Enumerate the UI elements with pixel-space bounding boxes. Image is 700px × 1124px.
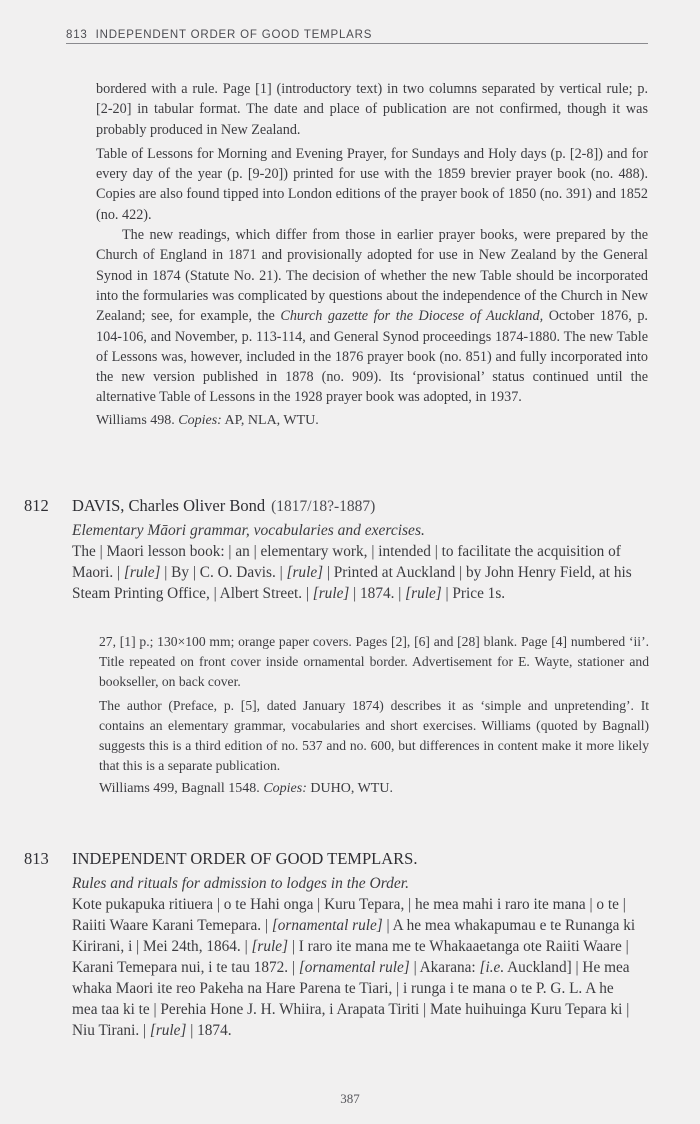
editorial-note: [i.e. <box>479 959 505 976</box>
text-run: | Price 1s. <box>441 585 506 602</box>
entry-transcription <box>72 541 632 604</box>
rule-marker: [rule] <box>251 938 289 955</box>
copies-list: AP, NLA, WTU. <box>221 412 319 428</box>
copies-label: Copies: <box>178 412 222 428</box>
reference: Williams 498. <box>96 412 175 428</box>
entry-heading-813 <box>24 849 417 869</box>
text-run: | I raro ite mana me te Whakaaetanga ote Raiiti Waare | Karani Temepara nui, i te tau 1872. | <box>72 938 629 976</box>
note-paragraph: The author (Preface, p. [5], dated January 1874) describes it as ‘simple and unpretending’. It contains an elementary grammar, vocabularies and short exercises. Williams (quoted by Bagnall) suggests this is a third edition of no. 537 and no. 600, but differences in content make it more likely that this is a separate publication. <box>99 698 649 773</box>
entry-title: INDEPENDENT ORDER OF GOOD TEMPLARS. <box>72 849 418 868</box>
copies-list: DUHO, WTU. <box>306 781 393 796</box>
text-run: Auckland] | He mea whaka Maori ite reo Pakeha na Hare Parena te Tiari, | i runga i te mana o te P. G. L. A he mea taa ki te | Perehia Hone J. H. Whiira, i Arapata Tiriti | Mate huihuinga Kuru Tepara ki | Niu Tirani. | <box>72 959 630 1039</box>
entry-813 <box>72 873 638 1041</box>
continued-entry <box>96 79 648 429</box>
text-run: October 1876, p. 104-106, and November, p. 113-114, and General Synod proceedings 1874-1880. The new Table of Lessons was, however, included in the 1876 prayer book (no. 851) and fully incorporated into the new version published in 1878 (no. 909). Its ‘provisional’ status continued until the alternative Table of Lessons in the 1928 prayer book was adopted, in 1937. <box>96 308 648 406</box>
ornamental-rule-marker: [ornamental rule] <box>298 959 410 976</box>
running-head <box>66 29 648 44</box>
entry-transcription <box>72 894 638 1041</box>
text-run: | Akarana: <box>409 959 480 976</box>
entry-author: DAVIS, Charles Oliver Bond <box>72 496 266 515</box>
running-head-number: 813 <box>66 29 88 41</box>
rule-marker: [rule] <box>405 585 442 602</box>
reference-line <box>99 781 649 797</box>
text-run: The | Maori lesson book: | an | elementary work, | intended | to facilitate the acquisition of Maori. | <box>72 543 621 581</box>
rule-marker: [rule] <box>123 564 161 581</box>
entry-number: 812 <box>24 496 49 515</box>
rule-marker: [rule] <box>149 1022 187 1039</box>
text-run: The new readings, which differ from those in earlier prayer books, were prepared by the Church of England in 1871 and provisionally adopted for use in New Zealand by the General Synod in 1874 (Statute No. 21). The decision of whether the new Table should be incorporated into the formularies was complicated by questions about the independence of the Church in New Zealand; see, for example, the <box>96 227 648 325</box>
rule-marker: [rule] <box>286 564 324 581</box>
paragraph-table-of-lessons: Table of Lessons for Morning and Evening Prayer, for Sundays and Holy days (p. [2-8]) and for every day of the year (p. [9-20]) printed for use with the 1859 brevier prayer book (no. 488). Copies are also found tipped into London editions of the prayer book of 1850 (no. 391) and 1852 (no. 422). <box>96 145 648 223</box>
text-run: | Printed at Auckland | by John Henry Field, at his Steam Printing Office, | Albert Street. | <box>72 564 632 602</box>
italic-title: Church gazette for the Diocese of Auckland, <box>280 308 544 325</box>
entry-812-notes <box>99 632 649 797</box>
entry-dates: (1817/18?-1887) <box>271 498 376 515</box>
text-run: | A he mea whakapumau e te Runanga ki Kirirani, i | Mei 24th, 1864. | <box>72 917 636 955</box>
page-number: 387 <box>340 1091 360 1106</box>
ornamental-rule-marker: [ornamental rule] <box>271 917 383 934</box>
entry-number: 813 <box>24 849 49 868</box>
physical-description: 27, [1] p.; 130×100 mm; orange paper covers. Pages [2], [6] and [28] blank. Page [4] numbered ‘ii’. Title repeated on front cover inside ornamental border. Advertisement for E. Wayte, stationer and bookseller, on back cover. <box>99 634 649 689</box>
entry-812 <box>72 520 632 604</box>
paragraph-new-readings <box>96 225 648 408</box>
copies-label: Copies: <box>263 781 307 796</box>
paragraph-continued: bordered with a rule. Page [1] (introductory text) in two columns separated by vertical rule; p. [2-20] in tabular format. The date and place of publication are not confirmed, though it was probably produced in New Zealand. <box>96 81 648 138</box>
reference: Williams 499, Bagnall 1548. <box>99 781 260 796</box>
entry-subtitle: Rules and rituals for admission to lodges in the Order. <box>72 875 409 892</box>
running-head-title: INDEPENDENT ORDER OF GOOD TEMPLARS <box>95 29 373 41</box>
text-run: | 1874. <box>186 1022 232 1039</box>
rule-marker: [rule] <box>312 585 350 602</box>
entry-heading-812 <box>24 496 375 516</box>
entry-subtitle: Elementary Māori grammar, vocabularies and exercises. <box>72 522 425 539</box>
text-run: Kote pukapuka ritiuera | o te Hahi onga | Kuru Tepara, | he mea mahi i raro ite mana | o te | Raiiti Waare Karani Temepara. | <box>72 896 626 934</box>
text-run: | 1874. | <box>349 585 406 602</box>
text-run: | By | C. O. Davis. | <box>160 564 287 581</box>
reference-line <box>96 413 648 429</box>
